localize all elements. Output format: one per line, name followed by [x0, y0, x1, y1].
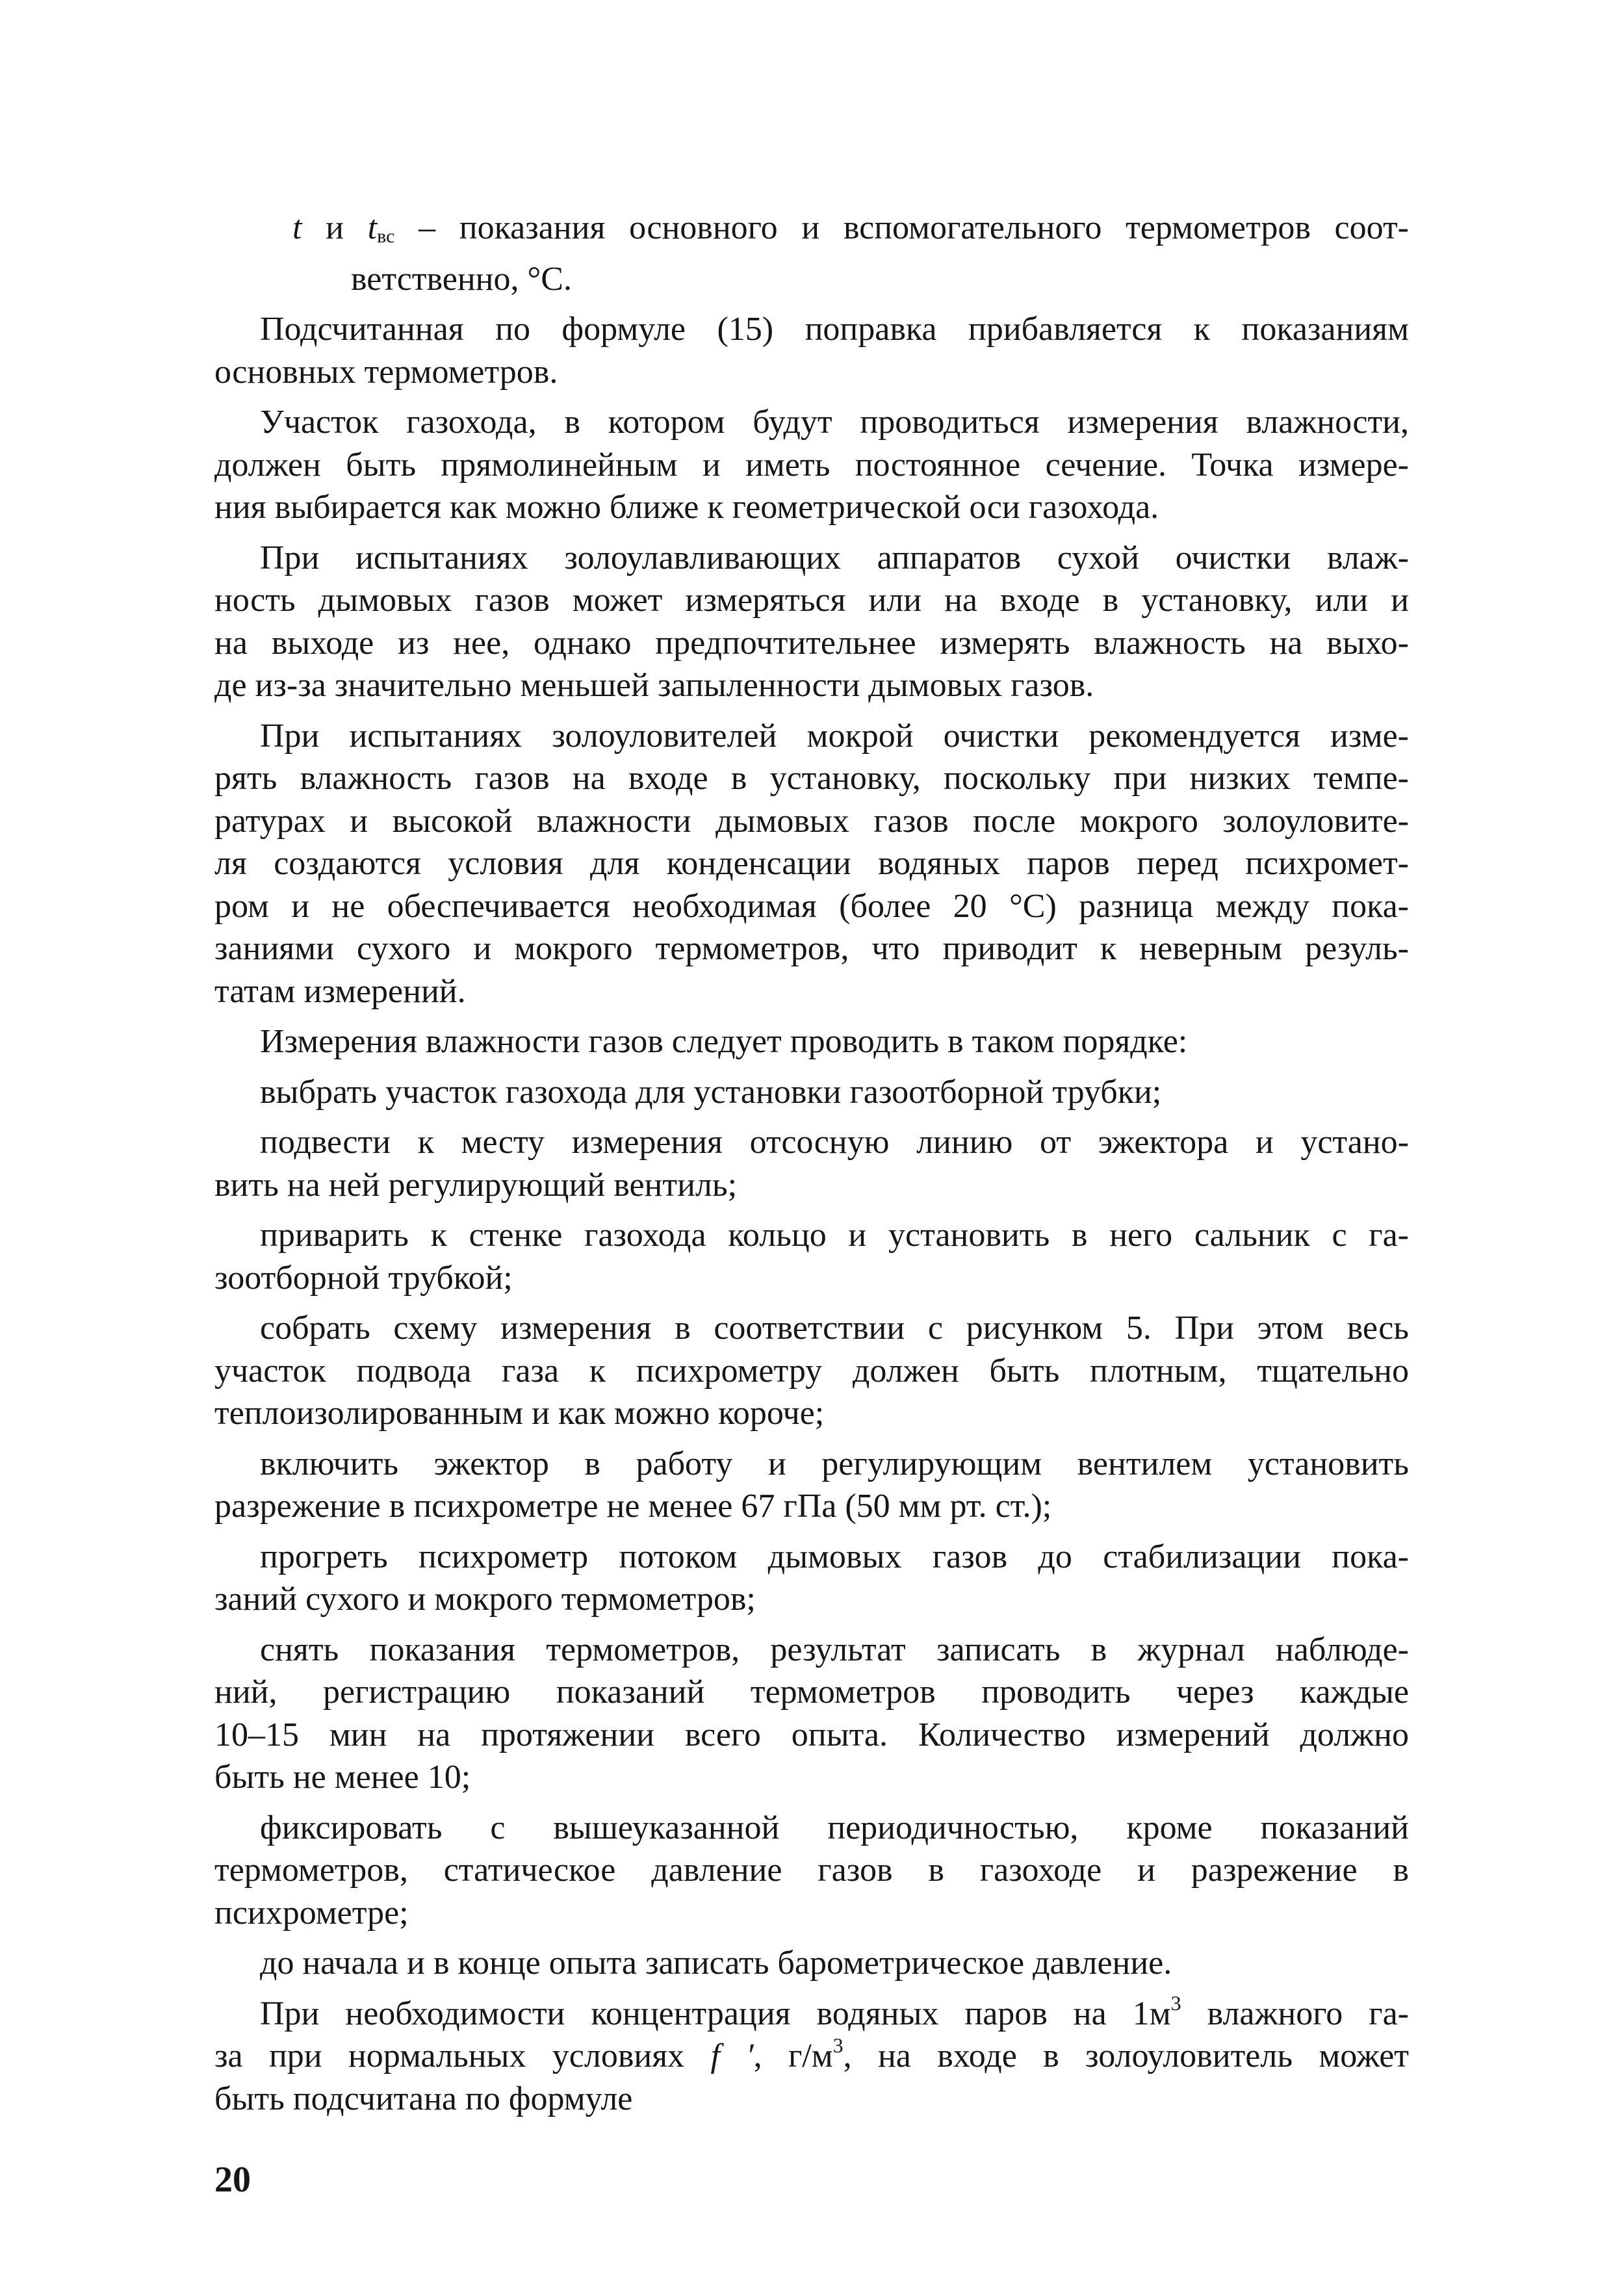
text-line: приварить к стенке газохода кольцо и установить в него сальник с га-: [260, 1217, 1409, 1254]
text-line: Измерения влажности газов следует проводить в таком порядке:: [260, 1023, 1188, 1060]
and-word: и: [302, 209, 368, 246]
definition-line-2: ветственно, °С.: [351, 260, 572, 298]
paragraph: [214, 1121, 1409, 1206]
text-line: 10–15 мин на протяжении всего опыта. Количество измерений должно: [214, 1716, 1409, 1753]
superscript-3-unit: 3: [832, 2034, 844, 2057]
page-number: 20: [214, 2160, 251, 2200]
symbol-tvc: t: [367, 209, 378, 246]
text-line: фиксировать с вышеуказанной периодичностью, кроме показаний: [260, 1809, 1409, 1846]
text-line: термометров, статическое давление газов в газоходе и разрежение в: [214, 1852, 1409, 1889]
text-line: на выходе из нее, однако предпочтительнее измерять влажность на выхо-: [214, 624, 1409, 662]
paragraph: [214, 1536, 1409, 1621]
paragraph: [214, 715, 1409, 1013]
final-text-2a: за при нормальных условиях: [214, 2037, 711, 2074]
text-line: При испытаниях золоуловителей мокрой очистки рекомендуется изме-: [260, 717, 1409, 755]
final-paragraph-line-2: [214, 2035, 1409, 2078]
text-line: При испытаниях золоулавливающих аппаратов сухой очистки влаж-: [260, 539, 1409, 576]
definition-line-1: [214, 207, 1409, 258]
text-line: должен быть прямолинейным и иметь постоянное сечение. Точка измере-: [214, 446, 1409, 484]
definition-text: – показания основного и вспомогательного термометров соот-: [394, 209, 1409, 246]
text-line: де из-за значительно меньшей запыленности дымовых газов.: [214, 667, 1094, 704]
text-line: заниями сухого и мокрого термометров, что приводит к неверным резуль-: [214, 930, 1409, 967]
text-line: ний, регистрацию показаний термометров проводить через каждые: [214, 1673, 1409, 1711]
text-line: ля создаются условия для конденсации водяных паров перед психромет-: [214, 845, 1409, 882]
final-paragraph-line-1: [214, 1993, 1409, 2035]
final-text-2b: , г/м: [753, 2037, 833, 2074]
text-line: ность дымовых газов может измеряться или на входе в установку, или и: [214, 582, 1409, 619]
symbol-definition: [214, 207, 1409, 300]
text-line: вить на ней регулирующий вентиль;: [214, 1166, 738, 1204]
text-line: заний сухого и мокрого термометров;: [214, 1581, 756, 1618]
text-line: основных термометров.: [214, 353, 558, 391]
text-line: включить эжектор в работу и регулирующим вентилем установить: [260, 1445, 1409, 1482]
symbol-t: t: [292, 209, 302, 246]
body-paragraphs: [214, 308, 1409, 1985]
text-line: татам измерений.: [214, 972, 466, 1010]
text-line: ратурах и высокой влажности дымовых газов после мокрого золоуловите-: [214, 802, 1409, 840]
paragraph: [214, 1807, 1409, 1935]
paragraph: [214, 308, 1409, 393]
symbol-f-prime: f ′: [710, 2037, 754, 2074]
final-paragraph: [214, 1993, 1409, 2121]
superscript-3: 3: [1170, 1991, 1181, 2015]
text-line: ром и не обеспечивается необходимая (более 20 °С) разница между пока-: [214, 887, 1409, 925]
paragraph: [214, 1443, 1409, 1528]
text-line: до начала и в конце опыта записать барометрическое давление.: [260, 1945, 1172, 1982]
text-line: снять показания термометров, результат записать в журнал наблюде-: [260, 1631, 1409, 1668]
final-text-1a: При необходимости концентрация водяных паров на 1м: [260, 1995, 1171, 2032]
text-line: быть не менее 10;: [214, 1759, 471, 1796]
text-line: рять влажность газов на входе в установку, поскольку при низких темпе-: [214, 760, 1409, 797]
symbol-tvc-subscript: вс: [377, 226, 395, 247]
paragraph: [214, 1020, 1409, 1063]
text-line: разрежение в психрометре не менее 67 гПа (50 мм рт. ст.);: [214, 1488, 1052, 1525]
paragraph: [214, 1307, 1409, 1435]
text-line: выбрать участок газохода для установки газоотборной трубки;: [260, 1073, 1162, 1111]
paragraph: [214, 1214, 1409, 1299]
paragraph: [214, 401, 1409, 529]
text-line: собрать схему измерения в соответствии с рисунком 5. При этом весь: [260, 1310, 1409, 1347]
final-paragraph-line-3: быть подсчитана по формуле: [214, 2080, 633, 2117]
text-line: подвести к месту измерения отсосную линию от эжектора и устано-: [260, 1124, 1409, 1161]
text-line: Участок газохода, в котором будут проводиться измерения влажности,: [260, 404, 1409, 441]
text-line: Подсчитанная по формуле (15) поправка прибавляется к показаниям: [260, 311, 1409, 348]
final-text-1b: влажного га-: [1181, 1995, 1409, 2032]
text-line: прогреть психрометр потоком дымовых газов до стабилизации пока-: [260, 1538, 1409, 1575]
text-line: психрометре;: [214, 1894, 409, 1932]
text-line: теплоизолированным и как можно короче;: [214, 1395, 825, 1432]
page-body-text: [214, 207, 1409, 2128]
paragraph: [214, 1071, 1409, 1114]
paragraph: [214, 537, 1409, 707]
text-line: ния выбирается как можно ближе к геометрической оси газохода.: [214, 489, 1159, 526]
text-line: участок подвода газа к психрометру должен быть плотным, тщательно: [214, 1352, 1409, 1389]
final-text-2c: , на входе в золоуловитель может: [843, 2037, 1410, 2074]
paragraph: [214, 1942, 1409, 1985]
text-line: зоотборной трубкой;: [214, 1259, 513, 1297]
paragraph: [214, 1629, 1409, 1799]
